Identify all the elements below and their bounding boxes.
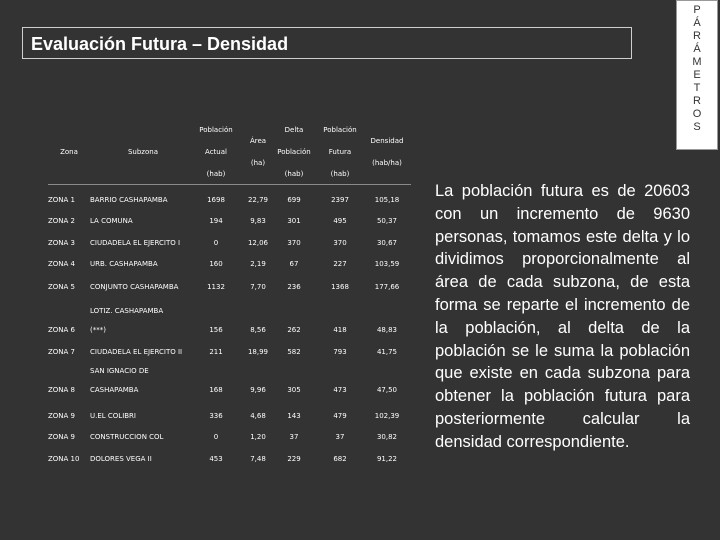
header-poblacion-actual-3: (hab) bbox=[206, 170, 226, 178]
cell-delta: 305 bbox=[287, 386, 301, 394]
side-letter: T bbox=[693, 82, 701, 94]
cell-futura: 1368 bbox=[331, 283, 349, 291]
density-table bbox=[48, 118, 413, 468]
cell-futura: 418 bbox=[333, 326, 347, 334]
cell-zona: ZONA 2 bbox=[48, 217, 76, 225]
header-poblacion-futura-3: (hab) bbox=[330, 170, 350, 178]
cell-zona: ZONA 8 bbox=[48, 386, 76, 394]
cell-zona: ZONA 1 bbox=[48, 196, 76, 204]
cell-futura: 682 bbox=[333, 455, 347, 463]
side-label-parametros bbox=[676, 0, 718, 150]
header-poblacion-futura-1: Población bbox=[323, 126, 357, 134]
cell-actual: 160 bbox=[209, 260, 223, 268]
cell-densidad: 48,83 bbox=[376, 326, 398, 334]
cell-subzona: BARRIO CASHAPAMBA bbox=[90, 196, 168, 204]
cell-zona: ZONA 3 bbox=[48, 239, 76, 247]
cell-area: 7,48 bbox=[250, 455, 266, 463]
cell-subzona: U.EL COLIBRI bbox=[90, 412, 136, 420]
header-delta-1: Delta bbox=[284, 126, 304, 134]
cell-subzona: CIUDADELA EL EJERCITO II bbox=[90, 348, 183, 356]
cell-actual: 211 bbox=[209, 348, 223, 356]
cell-area: 18,99 bbox=[247, 348, 269, 356]
header-area-1: Área bbox=[249, 137, 267, 145]
side-letter: E bbox=[693, 69, 701, 81]
side-letter: M bbox=[692, 56, 702, 68]
header-delta-3: (hab) bbox=[284, 170, 304, 178]
cell-densidad: 177,66 bbox=[374, 283, 400, 291]
cell-futura: 793 bbox=[333, 348, 347, 356]
cell-area: 4,68 bbox=[250, 412, 266, 420]
cell-subzona: URB. CASHAPAMBA bbox=[90, 260, 158, 268]
cell-zona: ZONA 6 bbox=[48, 326, 76, 334]
cell-futura: 495 bbox=[333, 217, 347, 225]
header-delta-2: Población bbox=[277, 148, 311, 156]
cell-actual: 336 bbox=[209, 412, 223, 420]
cell-densidad: 41,75 bbox=[376, 348, 398, 356]
cell-densidad: 47,50 bbox=[376, 386, 398, 394]
cell-densidad: 91,22 bbox=[376, 455, 398, 463]
cell-area: 9,96 bbox=[250, 386, 266, 394]
cell-delta: 582 bbox=[287, 348, 301, 356]
cell-zona: ZONA 9 bbox=[48, 433, 76, 441]
cell-densidad: 102,39 bbox=[374, 412, 400, 420]
cell-area: 12,06 bbox=[247, 239, 269, 247]
cell-delta: 699 bbox=[287, 196, 301, 204]
header-poblacion-futura-2: Futura bbox=[328, 148, 352, 156]
cell-densidad: 30,82 bbox=[376, 433, 398, 441]
cell-futura: 479 bbox=[333, 412, 347, 420]
side-letter: O bbox=[692, 108, 702, 120]
cell-subzona: CASHAPAMBA bbox=[90, 386, 139, 394]
cell-futura: 227 bbox=[333, 260, 347, 268]
cell-densidad: 105,18 bbox=[374, 196, 400, 204]
cell-actual: 453 bbox=[209, 455, 223, 463]
cell-subzona: CONSTRUCCION COL bbox=[90, 433, 164, 441]
cell-area: 7,70 bbox=[250, 283, 266, 291]
cell-subzona: LA COMUNA bbox=[90, 217, 133, 225]
cell-actual: 0 bbox=[213, 433, 219, 441]
cell-delta: 37 bbox=[289, 433, 299, 441]
cell-futura: 370 bbox=[333, 239, 347, 247]
cell-delta: 370 bbox=[287, 239, 301, 247]
cell-area: 8,56 bbox=[250, 326, 266, 334]
cell-densidad: 30,67 bbox=[376, 239, 398, 247]
cell-densidad: 103,59 bbox=[374, 260, 400, 268]
cell-zona: ZONA 5 bbox=[48, 283, 76, 291]
cell-futura: 473 bbox=[333, 386, 347, 394]
cell-futura: 37 bbox=[335, 433, 345, 441]
side-letter: R bbox=[693, 30, 701, 42]
cell-actual: 156 bbox=[209, 326, 223, 334]
cell-area: 2,19 bbox=[250, 260, 266, 268]
side-letter: Á bbox=[693, 43, 701, 55]
side-letter: R bbox=[693, 95, 701, 107]
cell-actual: 1698 bbox=[207, 196, 225, 204]
header-area-2: (ha) bbox=[250, 159, 266, 167]
cell-zona: ZONA 4 bbox=[48, 260, 76, 268]
cell-zona: ZONA 7 bbox=[48, 348, 76, 356]
description-paragraph: La población futura es de 20603 con un incremento de 9630 personas, tomamos este delta y lo dividimos proporcionalmente al área de cada subzona, de esta forma se reparte el incremento de la población, al delta de la población se le suma la población que existe en cada subzona para obtener la población futura para posteriormente calcular la densidad correspondiente. bbox=[435, 182, 690, 451]
side-letter: P bbox=[693, 4, 701, 16]
cell-delta: 236 bbox=[287, 283, 301, 291]
header-zona: Zona bbox=[60, 148, 78, 156]
header-divider bbox=[48, 184, 411, 185]
header-poblacion-actual-1: Población bbox=[199, 126, 233, 134]
cell-actual: 0 bbox=[213, 239, 219, 247]
header-densidad-2: (hab/ha) bbox=[372, 159, 402, 167]
cell-actual: 194 bbox=[209, 217, 223, 225]
side-letter: S bbox=[693, 121, 701, 133]
cell-zona: ZONA 9 bbox=[48, 412, 76, 420]
cell-delta: 301 bbox=[287, 217, 301, 225]
header-densidad-1: Densidad bbox=[370, 137, 404, 145]
cell-area: 22,79 bbox=[247, 196, 269, 204]
side-letter: Á bbox=[693, 17, 701, 29]
cell-actual: 1132 bbox=[207, 283, 225, 291]
header-poblacion-actual-2: Actual bbox=[205, 148, 227, 156]
cell-delta: 229 bbox=[287, 455, 301, 463]
cell-area: 1,20 bbox=[250, 433, 266, 441]
cell-delta: 143 bbox=[287, 412, 301, 420]
cell-subzona: DOLORES VEGA II bbox=[90, 455, 152, 463]
cell-subzona-pre: SAN IGNACIO DE bbox=[90, 367, 149, 375]
cell-subzona: (***) bbox=[90, 326, 106, 334]
cell-subzona: CIUDADELA EL EJERCITO I bbox=[90, 239, 181, 247]
cell-zona: ZONA 10 bbox=[48, 455, 80, 463]
cell-area: 9,83 bbox=[250, 217, 266, 225]
cell-futura: 2397 bbox=[331, 196, 349, 204]
cell-densidad: 50,37 bbox=[376, 217, 398, 225]
cell-actual: 168 bbox=[209, 386, 223, 394]
page-title: Evaluación Futura – Densidad bbox=[22, 27, 632, 59]
cell-subzona-pre: LOTIZ. CASHAPAMBA bbox=[90, 307, 164, 315]
cell-delta: 262 bbox=[287, 326, 301, 334]
header-subzona: Subzona bbox=[127, 148, 158, 156]
cell-subzona: CONJUNTO CASHAPAMBA bbox=[90, 283, 179, 291]
cell-delta: 67 bbox=[289, 260, 299, 268]
